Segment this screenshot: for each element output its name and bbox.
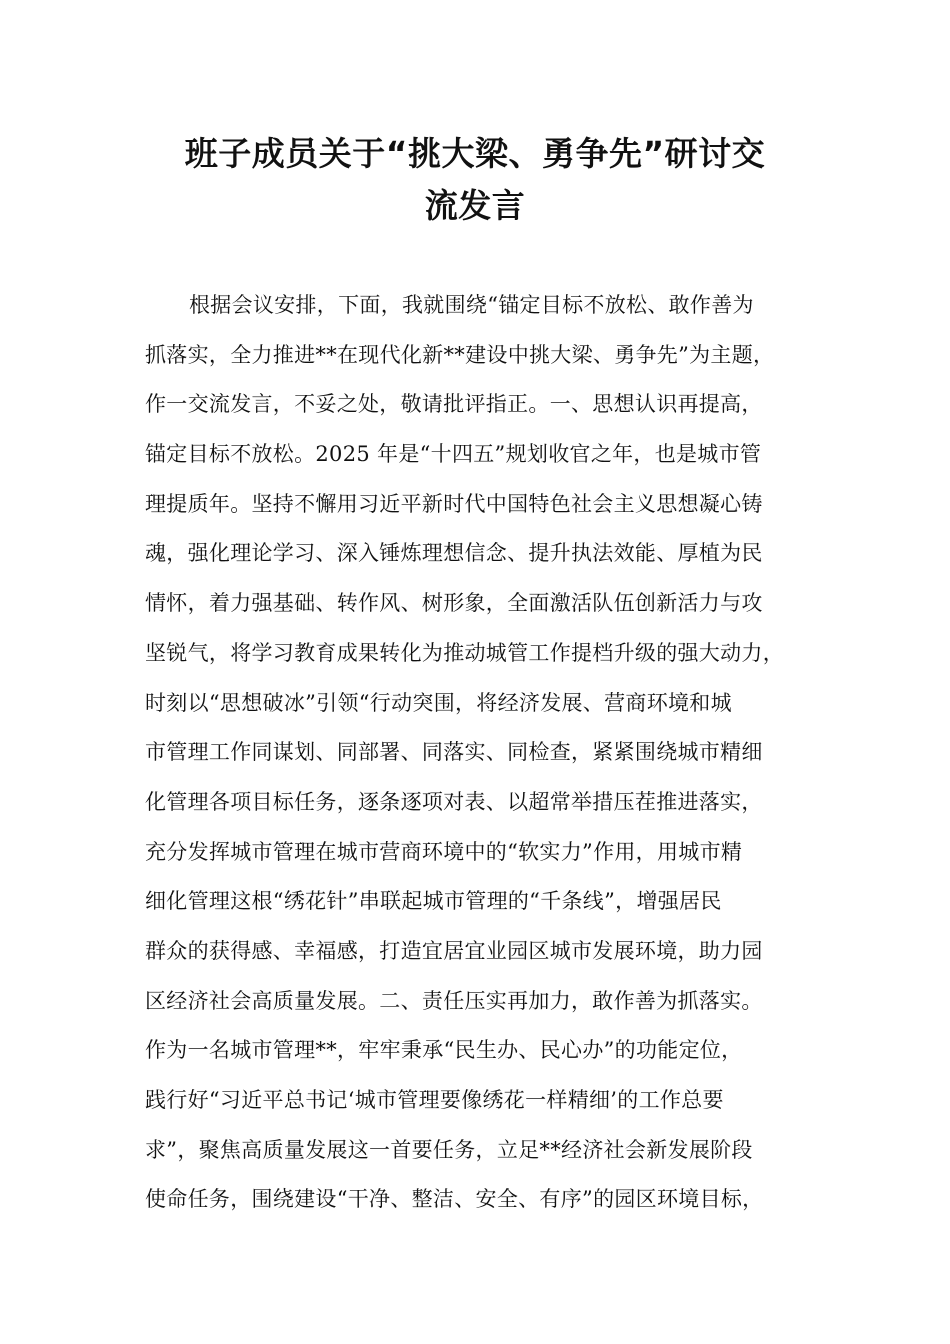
body-line: 坚锐气，将学习教育成果转化为推动城管工作提档升级的强大动力， (145, 640, 784, 665)
body-line: 化管理各项目标任务，逐条逐项对表、以超常举措压茬推进落实， (145, 789, 763, 814)
body-line: 践行好“习近平总书记‘城市管理要像绣花一样精细’的工作总要 (145, 1088, 724, 1112)
body-line: 理提质年。坚持不懈用习近平新时代中国特色社会主义思想凝心铸 (145, 491, 763, 516)
document-title-line-1: 班子成员关于“挑大梁、勇争先”研讨交 (184, 134, 766, 173)
body-line: 区经济社会高质量发展。二、责任压实再加力，敢作善为抓落实。 (145, 988, 763, 1013)
body-line: 细化管理这根“绣花针”串联起城市管理的“千条线”，增强居民 (145, 889, 722, 914)
body-line: 根据会议安排，下面，我就围绕“锚定目标不放松、敢作善为 (189, 293, 754, 317)
body-line: 锚定目标不放松。2025 年是“十四五”规划收官之年，也是城市管 (145, 442, 762, 467)
body-line: 充分发挥城市管理在城市营商环境中的“软实力”作用，用城市精 (145, 839, 743, 864)
body-line: 魂，强化理论学习、深入锤炼理想信念、提升执法效能、厚植为民 (145, 541, 763, 566)
body-line: 时刻以“思想破冰”引领“行动突围，将经济发展、营商环境和城 (145, 690, 732, 715)
document-body (145, 281, 835, 1225)
body-line: 市管理工作同谋划、同部署、同落实、同检查，紧紧围绕城市精细 (145, 740, 763, 765)
body-line: 求”，聚焦高质量发展这一首要任务，立足**经济社会新发展阶段 (145, 1137, 753, 1162)
body-line: 情怀，着力强基础、转作风、树形象，全面激活队伍创新活力与攻 (145, 591, 763, 616)
body-line: 群众的获得感、幸福感，打造宜居宜业园区城市发展环境，助力园 (145, 938, 763, 963)
body-line: 作一交流发言，不妥之处，敬请批评指正。一、思想认识再提高， (145, 392, 763, 417)
body-line: 作为一名城市管理**，牢牢秉承“民生办、民心办”的功能定位， (145, 1038, 743, 1063)
body-line: 使命任务，围绕建设“干净、整洁、安全、有序”的园区环境目标， (145, 1187, 764, 1212)
document-title-line-2: 流发言 (424, 186, 526, 225)
body-line: 抓落实，全力推进**在现代化新**建设中挑大梁、勇争先”为主题， (145, 342, 775, 367)
